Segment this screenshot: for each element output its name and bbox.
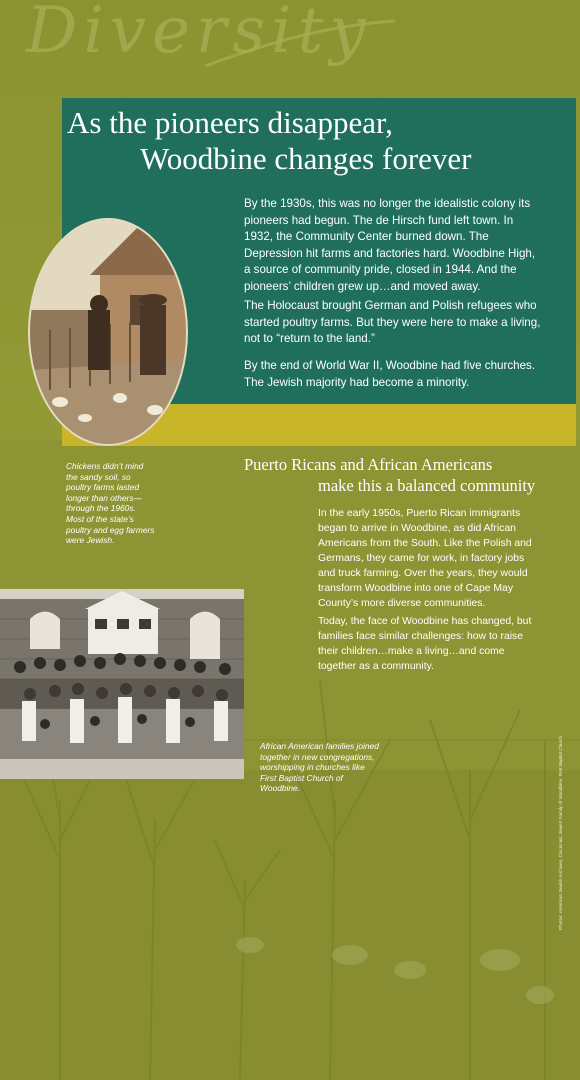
intro-paragraph-1: By the 1930s, this was no longer the idealistic colony its pioneers had begun. The de Hirsch fund left town. In 1932, the Community Center burned down. The Depression hit farms and factories hard. Woodbine High, a source of community pride, closed in 1944. And the pioneers’ children grew up…and moved away. bbox=[244, 197, 536, 293]
intro-paragraph-3: By the end of World War II, Woodbine had five churches. The Jewish majority had become a minority. bbox=[244, 359, 536, 389]
section-paragraph-2: Today, the face of Woodbine has changed, but families face similar challenges: how to raise their children…make a living…and come together as a community. bbox=[318, 616, 532, 672]
photo-credit: Photos: American Jewish Archives, Cincinnati; Jewish Family of Woodbine; First Baptist Church bbox=[558, 736, 563, 930]
diversity-watermark: Diversity bbox=[26, 0, 372, 68]
section-subtitle-line2: make this a balanced community bbox=[318, 476, 536, 495]
section-paragraph-1: In the early 1950s, Puerto Rican immigrants began to arrive in Woodbine, as did African Americans from the South. Like the Polish and Germans, they came for work, in factory jobs and truck farming. Over the years, they would transform Woodbine into one of Cape May County’s more diverse communities. bbox=[318, 508, 532, 609]
chicken-farm-photo bbox=[28, 218, 188, 446]
page-title-line2: Woodbine changes forever bbox=[140, 141, 472, 176]
section-subtitle-line1: Puerto Ricans and African Americans bbox=[244, 455, 493, 474]
intro-paragraph-2: The Holocaust brought German and Polish refugees who started poultry farms. But they were here to make a living, not to “return to the land.” bbox=[244, 299, 541, 345]
caption-chicken-photo: Chickens didn’t mind the sandy soil, so poultry farms lasted longer than others—through the 1960s. Most of the state’s poultry and egg farmers were Jewish. bbox=[66, 461, 155, 546]
watermark-swash bbox=[200, 6, 400, 86]
page-title-line1: As the pioneers disappear, bbox=[67, 105, 393, 140]
caption-church-photo: African American families joined together in new congregations, worshipping in churches like First Baptist Church of Woodbine. bbox=[260, 741, 379, 794]
church-group-photo bbox=[0, 589, 244, 779]
